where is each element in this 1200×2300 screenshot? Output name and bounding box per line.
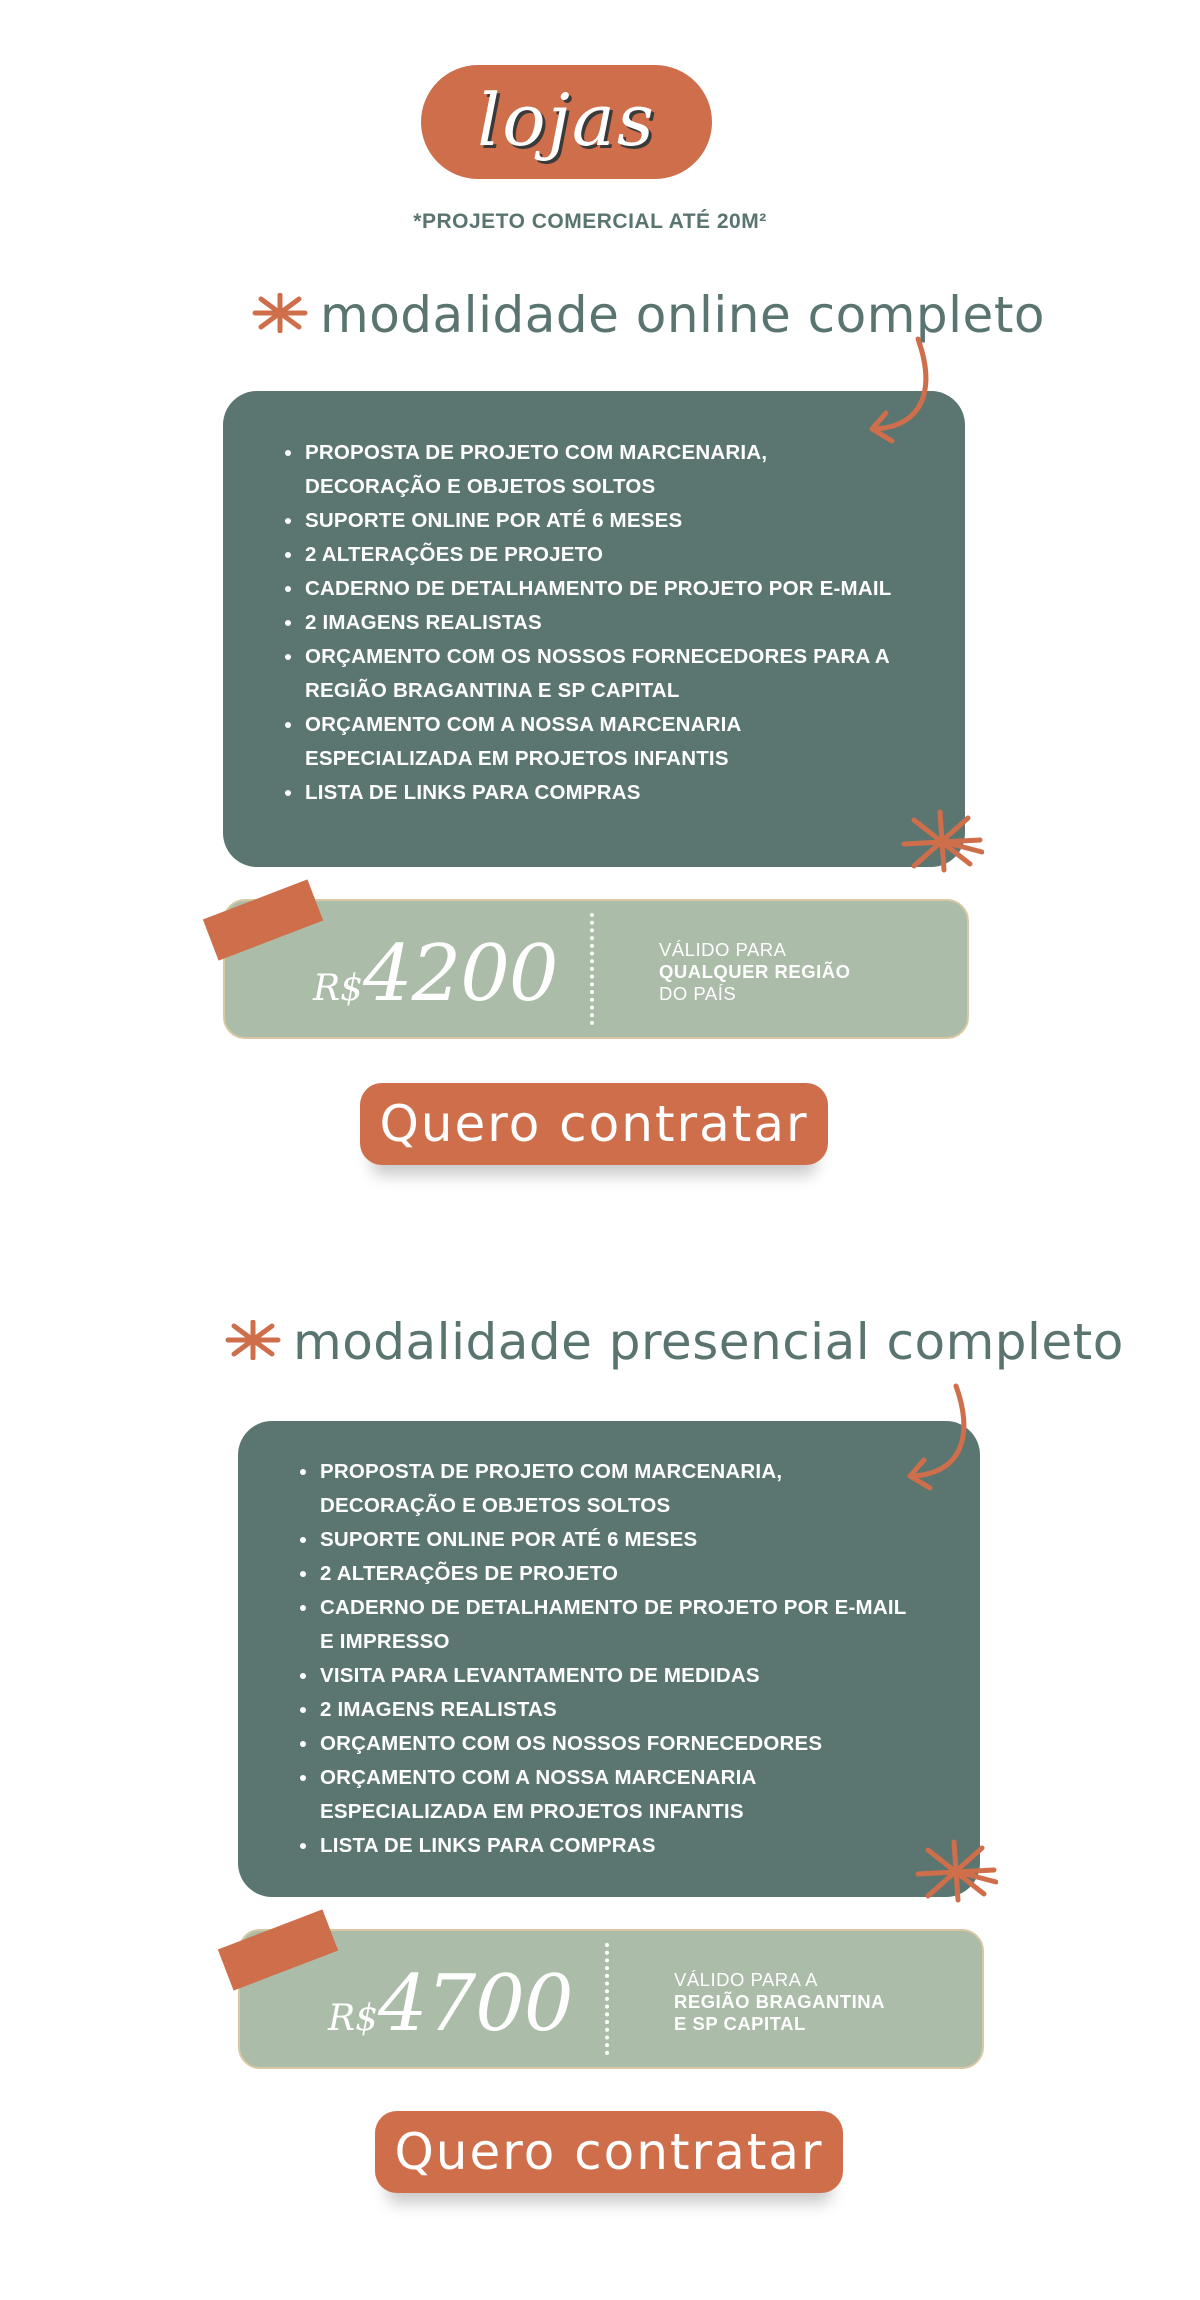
list-item: VISITA PARA LEVANTAMENTO DE MEDIDAS [320, 1659, 980, 1693]
sparkle-icon [914, 1838, 998, 1904]
list-item: ORÇAMENTO COM A NOSSA MARCENARIA [320, 1761, 980, 1795]
list-item: SUPORTE ONLINE POR ATÉ 6 MESES [305, 504, 965, 538]
price-display [313, 929, 558, 1019]
list-item: 2 ALTERAÇÕES DE PROJETO [305, 538, 965, 572]
price-amount: 4700 [378, 1959, 573, 2049]
hire-button[interactable] [360, 1083, 828, 1165]
currency-symbol: R$ [313, 968, 364, 1009]
features-card [223, 391, 965, 867]
price-amount: 4200 [363, 929, 558, 1019]
page-title: lojas [477, 78, 656, 162]
validity-line: QUALQUER REGIÃO [659, 961, 851, 982]
list-item: REGIÃO BRAGANTINA E SP CAPITAL [305, 679, 680, 702]
price-box [223, 899, 969, 1039]
list-item: ESPECIALIZADA EM PROJETOS INFANTIS [320, 1800, 744, 1823]
list-item: PROPOSTA DE PROJETO COM MARCENARIA, [320, 1455, 980, 1489]
price-display [328, 1959, 573, 2049]
title-pill [421, 65, 712, 179]
list-item: ORÇAMENTO COM OS NOSSOS FORNECEDORES PARA A [305, 640, 965, 674]
validity-line: VÁLIDO PARA A [674, 1969, 818, 1990]
list-item: ORÇAMENTO COM A NOSSA MARCENARIA [305, 708, 965, 742]
features-list [294, 1455, 980, 1863]
currency-symbol: R$ [328, 1998, 379, 2039]
hire-button-label: Quero contratar [379, 1095, 809, 1153]
features-card [238, 1421, 980, 1897]
validity-line: VÁLIDO PARA [659, 939, 787, 960]
curved-arrow-icon [900, 1380, 980, 1495]
features-list [279, 436, 965, 810]
hire-button-label: Quero contratar [394, 2123, 824, 2181]
list-item: 2 IMAGENS REALISTAS [320, 1693, 980, 1727]
list-item: SUPORTE ONLINE POR ATÉ 6 MESES [320, 1523, 980, 1557]
price-divider [590, 913, 594, 1025]
list-item: ORÇAMENTO COM OS NOSSOS FORNECEDORES [320, 1727, 980, 1761]
price-box [238, 1929, 984, 2069]
plan-title: modalidade presencial completo [293, 1313, 1124, 1371]
list-item: E IMPRESSO [320, 1630, 450, 1653]
asterisk-icon [224, 1320, 282, 1360]
list-item: 2 ALTERAÇÕES DE PROJETO [320, 1557, 980, 1591]
list-item: PROPOSTA DE PROJETO COM MARCENARIA, [305, 436, 965, 470]
list-item: DECORAÇÃO E OBJETOS SOLTOS [320, 1494, 671, 1517]
list-item: 2 IMAGENS REALISTAS [305, 606, 965, 640]
list-item: LISTA DE LINKS PARA COMPRAS [320, 1829, 980, 1863]
validity-note [659, 939, 850, 1005]
list-item: LISTA DE LINKS PARA COMPRAS [305, 776, 965, 810]
validity-line: DO PAÍS [659, 983, 737, 1004]
curved-arrow-icon [862, 333, 942, 448]
list-item: CADERNO DE DETALHAMENTO DE PROJETO POR E-MAIL [320, 1591, 980, 1625]
validity-note [674, 1969, 885, 2035]
hire-button[interactable] [375, 2111, 843, 2193]
plan-title: modalidade online completo [320, 286, 1046, 344]
list-item: CADERNO DE DETALHAMENTO DE PROJETO POR E-MAIL [305, 572, 965, 606]
list-item: ESPECIALIZADA EM PROJETOS INFANTIS [305, 747, 729, 770]
asterisk-icon [251, 293, 309, 333]
price-divider [605, 1943, 609, 2055]
validity-line: REGIÃO BRAGANTINA [674, 1991, 885, 2012]
validity-line: E SP CAPITAL [674, 2013, 806, 2034]
list-item: DECORAÇÃO E OBJETOS SOLTOS [305, 475, 656, 498]
page-subtitle: *PROJETO COMERCIAL ATÉ 20M² [413, 210, 767, 233]
sparkle-icon [900, 808, 984, 874]
